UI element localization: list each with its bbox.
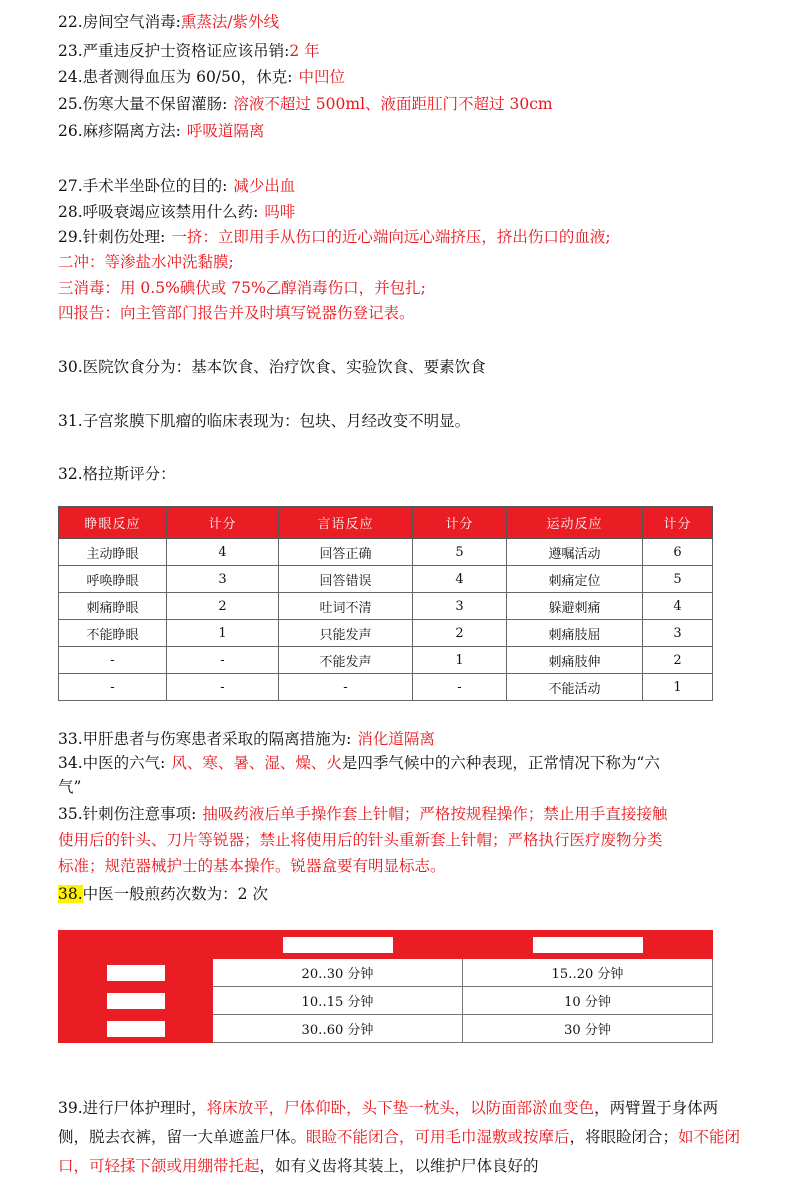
item-39-text: 39.进行尸体护理时， <box>58 1099 207 1117</box>
glasgow-score-table <box>58 506 713 701</box>
item-34-rest: 是四季气候中的六种表现，正常情况下称为“六 <box>341 754 660 772</box>
table-cell: 回答正确 <box>279 539 413 566</box>
item-27-question: 27.手术半坐卧位的目的: <box>58 177 228 195</box>
table-cell: 不能发声 <box>279 647 413 674</box>
item-35-answer-line-2: 使用后的针头、刀片等锐器；禁止将使用后的针头重新套上针帽；严格执行医疗废物分类 <box>58 831 663 849</box>
table-cell: 10 分钟 <box>463 987 713 1015</box>
table-cell: 20‥30 分钟 <box>213 959 463 987</box>
item-34-question: 34.中医的六气: <box>58 754 166 772</box>
redacted-label <box>283 937 393 953</box>
item-24-answer: 中凹位 <box>298 68 345 86</box>
item-31: 31.子宫浆膜下肌瘤的临床表现为：包块、月经改变不明显。 <box>58 412 471 430</box>
table-cell: 不能睁眼 <box>59 620 167 647</box>
redacted-label <box>107 1021 165 1037</box>
table-cell: 4 <box>167 539 279 566</box>
item-29-step-4: 四报告：向主管部门报告并及时填写锐器伤登记表。 <box>58 304 415 322</box>
item-23-question: 23.严重违反护士资格证应该吊销: <box>58 42 290 60</box>
redacted-label <box>533 937 643 953</box>
item-27-answer: 减少出血 <box>233 177 296 195</box>
table-cell: 只能发声 <box>279 620 413 647</box>
item-27 <box>58 175 295 197</box>
table-cell: 刺痛睁眼 <box>59 593 167 620</box>
table-cell: 吐词不清 <box>279 593 413 620</box>
table-cell: 4 <box>413 566 507 593</box>
item-30: 30.医院饮食分为：基本饮食、治疗饮食、实验饮食、要素饮食 <box>58 358 486 376</box>
item-29-step-2: 二冲：等渗盐水冲洗黏膜; <box>58 253 234 271</box>
table-cell: 30 分钟 <box>463 1015 713 1043</box>
item-38 <box>58 883 268 905</box>
item-29-step-1: 一挤：立即用手从伤口的近心端向远心端挤压，挤出伤口的血液; <box>171 228 611 246</box>
item-38-text: 中医一般煎药次数为：2 次 <box>82 885 268 903</box>
table-row <box>59 987 713 1015</box>
redacted-label <box>107 993 165 1009</box>
table-cell: - <box>167 647 279 674</box>
item-39-red-text: 眼睑不能闭合，可用毛巾湿敷或按摩后 <box>306 1128 570 1146</box>
table-cell: 3 <box>643 620 713 647</box>
table-cell: 2 <box>167 593 279 620</box>
table-cell: 5 <box>643 566 713 593</box>
item-24 <box>58 66 345 88</box>
decoction-header-cell <box>463 931 713 959</box>
item-39-text: ，如有义齿将其装上，以维护尸体良好的 <box>259 1157 539 1175</box>
gcs-header: 计分 <box>413 507 507 539</box>
table-row <box>59 593 713 620</box>
item-35-answer-line-3: 标准；规范器械护士的基本操作。锐器盒要有明显标志。 <box>58 857 446 875</box>
table-cell: 遵嘱活动 <box>507 539 643 566</box>
table-cell: 4 <box>643 593 713 620</box>
item-25 <box>58 93 553 115</box>
item-39 <box>58 1094 748 1181</box>
gcs-header: 计分 <box>643 507 713 539</box>
table-row <box>59 566 713 593</box>
table-cell: 2 <box>413 620 507 647</box>
item-34-answer: 风、寒、暑、湿、燥、火 <box>171 754 342 772</box>
item-35-answer-line-1: 抽吸药液后单手操作套上针帽；严格按规程操作；禁止用手直接接触 <box>202 805 668 823</box>
decoction-row-label <box>59 987 213 1015</box>
table-cell: 不能活动 <box>507 674 643 701</box>
gcs-header: 计分 <box>167 507 279 539</box>
gcs-header-row <box>59 507 713 539</box>
item-39-text: ，两臂置于身体两侧，脱去衣裤，留一大单遮盖尸体。 <box>58 1099 719 1146</box>
table-cell: 3 <box>167 566 279 593</box>
table-cell: 1 <box>413 647 507 674</box>
table-cell: 呼唤睁眼 <box>59 566 167 593</box>
item-35-question: 35.针刺伤注意事项: <box>58 805 197 823</box>
table-cell: - <box>167 674 279 701</box>
decoction-header-cell <box>213 931 463 959</box>
table-cell: 1 <box>643 674 713 701</box>
item-35 <box>58 803 667 825</box>
item-23 <box>58 40 320 62</box>
table-cell: 1 <box>167 620 279 647</box>
gcs-header: 运动反应 <box>507 507 643 539</box>
table-cell: 6 <box>643 539 713 566</box>
table-cell: 主动睁眼 <box>59 539 167 566</box>
table-row <box>59 959 713 987</box>
table-cell: 刺痛肢屈 <box>507 620 643 647</box>
table-row <box>59 620 713 647</box>
table-cell: - <box>59 674 167 701</box>
item-25-question: 25.伤寒大量不保留灌肠: <box>58 95 228 113</box>
item-28-question: 28.呼吸衰竭应该禁用什么药: <box>58 203 259 221</box>
item-26-question: 26.麻疹隔离方法: <box>58 122 181 140</box>
table-cell: - <box>279 674 413 701</box>
table-cell: 10‥15 分钟 <box>213 987 463 1015</box>
item-22-answer: 熏蒸法/紫外线 <box>180 13 280 31</box>
item-39-red-text: 如不能闭口，可轻揉下颌或用绷带托起 <box>58 1128 741 1175</box>
item-28 <box>58 201 295 223</box>
table-cell: 5 <box>413 539 507 566</box>
item-22 <box>58 11 279 33</box>
item-22-question: 22.房间空气消毒: <box>58 13 181 31</box>
table-cell: 回答错误 <box>279 566 413 593</box>
item-39-red-text: 将床放平，尸体仰卧，头下垫一枕头，以防面部淤血变色 <box>206 1099 595 1117</box>
table-cell: 30‥60 分钟 <box>213 1015 463 1043</box>
item-26 <box>58 120 264 142</box>
table-cell: 刺痛肢伸 <box>507 647 643 674</box>
table-cell: - <box>59 647 167 674</box>
item-29-question: 29.针刺伤处理: <box>58 228 166 246</box>
table-cell: - <box>413 674 507 701</box>
table-cell: 刺痛定位 <box>507 566 643 593</box>
decoction-row-label <box>59 959 213 987</box>
item-34-continued: 气” <box>58 778 82 796</box>
table-row <box>59 647 713 674</box>
item-33-answer: 消化道隔离 <box>357 730 435 748</box>
item-28-answer: 吗啡 <box>264 203 296 221</box>
item-29-step-3: 三消毒：用 0.5%碘伏或 75%乙醇消毒伤口，并包扎; <box>58 279 426 297</box>
decoction-row-label <box>59 1015 213 1043</box>
item-33 <box>58 728 435 750</box>
decoction-header-row <box>59 931 713 959</box>
item-23-answer: 2 年 <box>289 42 320 60</box>
item-33-question: 33.甲肝患者与伤寒患者采取的隔离措施为: <box>58 730 352 748</box>
gcs-header: 睁眼反应 <box>59 507 167 539</box>
table-row <box>59 1015 713 1043</box>
redacted-label <box>107 965 165 981</box>
item-29 <box>58 226 611 248</box>
item-34 <box>58 752 660 774</box>
item-32: 32.格拉斯评分： <box>58 465 176 483</box>
item-24-question: 24.患者测得血压为 60/50，休克: <box>58 68 293 86</box>
table-row <box>59 539 713 566</box>
item-25-answer: 溶液不超过 500ml、液面距肛门不超过 30cm <box>233 95 553 113</box>
table-cell: 15‥20 分钟 <box>463 959 713 987</box>
decoction-time-table <box>58 930 713 1043</box>
gcs-header: 言语反应 <box>279 507 413 539</box>
decoction-header-cell <box>59 931 213 959</box>
table-row <box>59 674 713 701</box>
table-cell: 3 <box>413 593 507 620</box>
table-cell: 躲避刺痛 <box>507 593 643 620</box>
item-26-answer: 呼吸道隔离 <box>186 122 265 140</box>
table-cell: 2 <box>643 647 713 674</box>
item-39-text: ，将眼睑闭合； <box>569 1128 679 1146</box>
item-38-number-highlight: 38. <box>58 885 83 903</box>
